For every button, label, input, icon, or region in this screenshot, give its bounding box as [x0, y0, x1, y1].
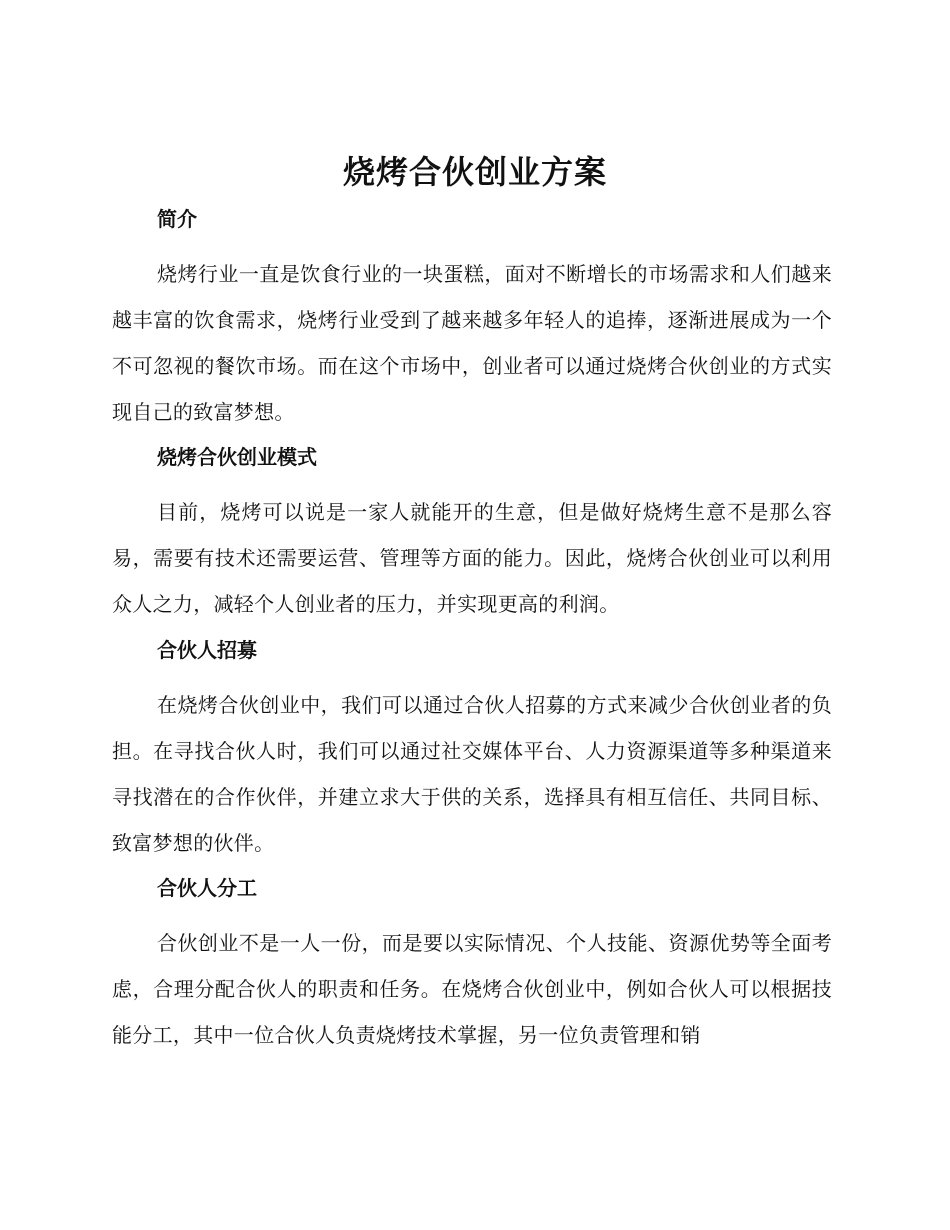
section-heading-recruitment: 合伙人招募: [157, 638, 257, 662]
section-heading-mode: 烧烤合伙创业模式: [157, 445, 317, 469]
section-heading-division: 合伙人分工: [157, 876, 257, 900]
section-paragraph-mode: 目前，烧烤可以说是一家人就能开的生意，但是做好烧烤生意不是那么容易，需要有技术还需要运营、管理等方面的能力。因此，烧烤合伙创业可以利用众人之力，减轻个人创业者的压力，并实现更高的利润。: [112, 500, 832, 616]
section-paragraph-recruitment: 在烧烤合伙创业中，我们可以通过合伙人招募的方式来减少合伙创业者的负担。在寻找合伙人时，我们可以通过社交媒体平台、人力资源渠道等多种渠道来寻找潜在的合作伙伴，并建立求大于供的关系，选择具有相互信任、共同目标、致富梦想的伙伴。: [112, 693, 832, 855]
section-paragraph-division: 合伙创业不是一人一份，而是要以实际情况、个人技能、资源优势等全面考虑，合理分配合伙人的职责和任务。在烧烤合伙创业中，例如合伙人可以根据技能分工，其中一位合伙人负责烧烤技术掌握，另一位负责管理和销: [112, 931, 832, 1047]
document-title: 烧烤合伙创业方案: [342, 153, 607, 191]
section-paragraph-intro: 烧烤行业一直是饮食行业的一块蛋糕，面对不断增长的市场需求和人们越来越丰富的饮食需求，烧烤行业受到了越来越多年轻人的追捧，逐渐进展成为一个不可忽视的餐饮市场。而在这个市场中，创业者可以通过烧烤合伙创业的方式实现自己的致富梦想。: [112, 262, 832, 424]
section-heading-intro: 简介: [157, 207, 197, 231]
